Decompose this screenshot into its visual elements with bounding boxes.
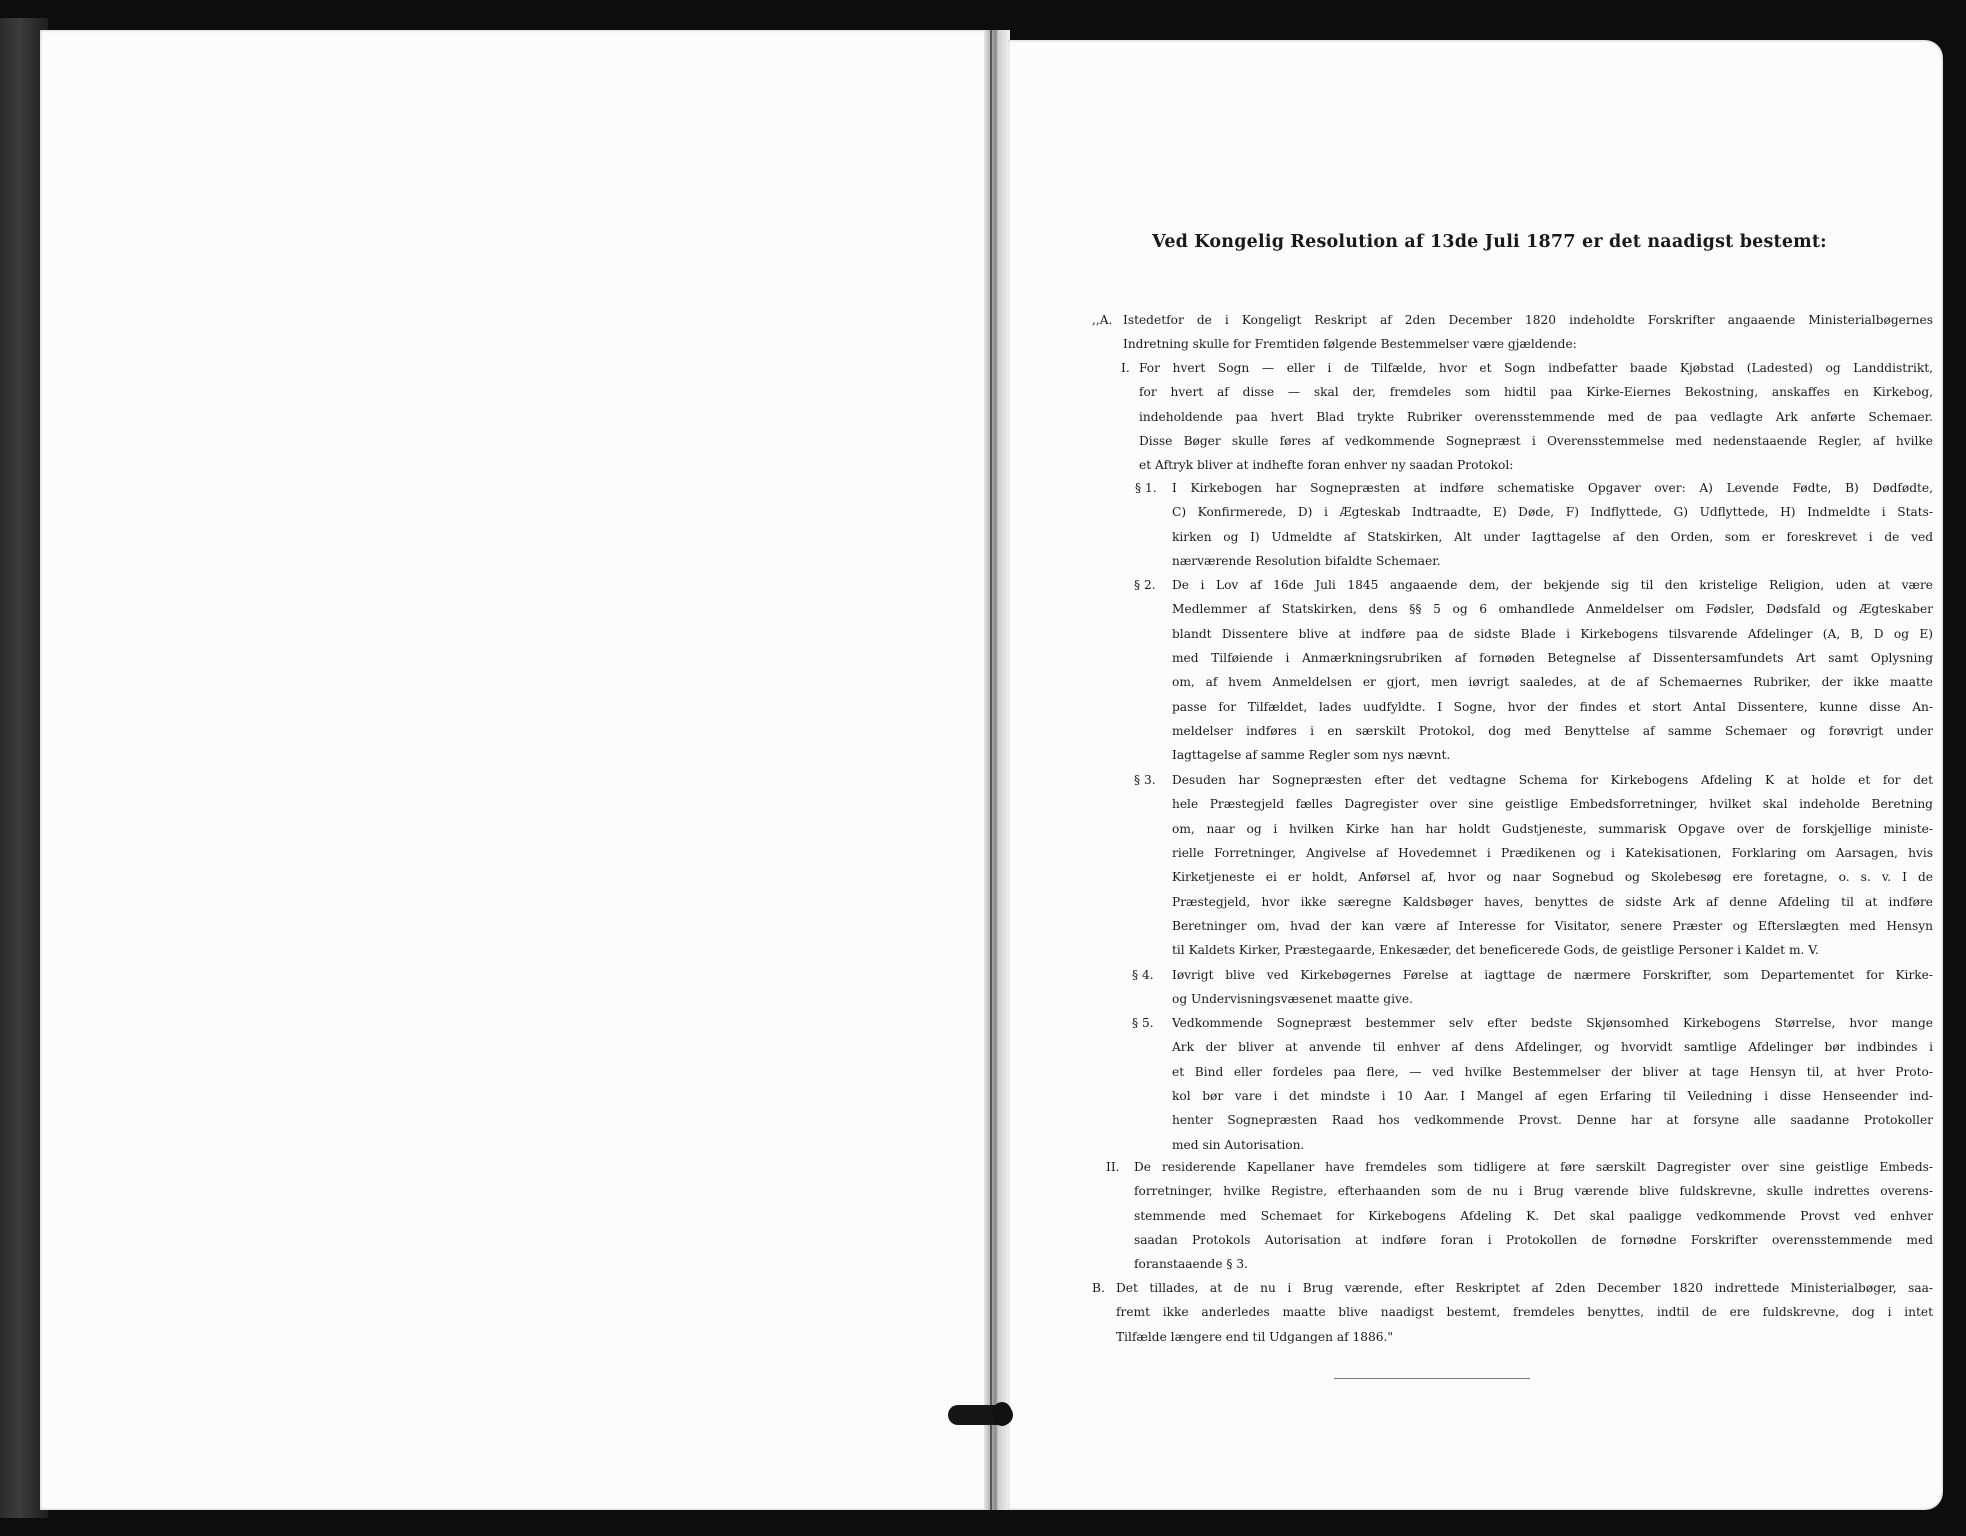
text-line: De residerende Kapellaner have fremdeles som tidligere at føre særskilt Dagregister over sine geistlige Embeds-: [1134, 1160, 1933, 1174]
text-line: henter Sognepræsten Raad hos vedkommende Provst. Denne har at forsyne alle saadanne Protokoller: [1172, 1113, 1933, 1128]
paragraph-label-i: I.: [1121, 361, 1130, 375]
text-line: Desuden har Sognepræsten efter det vedtagne Schema for Kirkebogens Afdeling K at holde et for det: [1172, 773, 1933, 787]
text-line: saadan Protokols Autorisation at indføre foran i Protokollen de fornødne Forskrifter overensstemmende med: [1134, 1232, 1933, 1247]
paragraph-label-p2: § 2.: [1134, 578, 1156, 592]
text-line: et Aftryk bliver at indhefte foran enhver ny saadan Protokol:: [1139, 458, 1514, 473]
paragraph-label-p3: § 3.: [1134, 773, 1156, 787]
text-line: fremt ikke anderledes maatte blive naadigst bestemt, fremdeles benyttes, indtil de ere fuldskrevne, dog i intet: [1116, 1305, 1933, 1320]
paragraph-label-a: ,,A.: [1092, 313, 1113, 327]
text-line: rielle Forretninger, Angivelse af Hovedemnet i Prædikenen og i Katekisationen, Forklaring om Aarsagen, hvis: [1172, 845, 1933, 860]
text-line: Indretning skulle for Fremtiden følgende Bestemmelser være gjældende:: [1123, 337, 1577, 352]
text-line: I Kirkebogen har Sognepræsten at indføre schematiske Opgaver over: A) Levende Fødte, B) Dødfødte,: [1172, 481, 1933, 495]
text-line: et Bind eller fordeles paa flere, — ved hvilke Bestemmelser der bliver at tage Hensyn til, at hver Proto-: [1172, 1064, 1933, 1079]
gutter-line: [990, 30, 992, 1510]
text-line: Disse Bøger skulle føres af vedkommende Sognepræst i Overensstemmelse med nedenstaaende Regler, af hvilke: [1139, 433, 1933, 448]
text-line: Ark der bliver at anvende til enhver af dens Afdelinger, og hvorvidt samtlige Afdelinger bør indbindes i: [1172, 1040, 1933, 1055]
paragraph-label-p4: § 4.: [1132, 968, 1154, 982]
paragraph-label-ii: II.: [1106, 1160, 1120, 1174]
text-line: kirken og I) Udmeldte af Statskirken, Alt under Iagttagelse af den Orden, som er foreskrevet i de ved: [1172, 529, 1933, 544]
right-page: [1008, 40, 1943, 1510]
resolution-heading: Ved Kongelig Resolution af 13de Juli 1877 er det naadigst bestemt:: [1152, 232, 1827, 252]
text-line: indeholdende paa hvert Blad trykte Rubriker overensstemmende med de paa vedlagte Ark anførte Schemaer.: [1139, 409, 1933, 424]
text-line: Det tillades, at de nu i Brug værende, efter Reskriptet af 2den December 1820 indrettede Ministerialbøger, saa-: [1116, 1281, 1933, 1295]
text-line: Kirketjeneste ei er holdt, Anførsel af, hvor og naar Sognebud og Skolebesøg ere foretagne, o. s. v. I de: [1172, 870, 1933, 885]
paragraph-label-p5: § 5.: [1132, 1016, 1154, 1030]
text-line: forretninger, hvilke Registre, efterhaanden som de nu i Brug værende blive fuldskrevne, skulle indrettes overens-: [1134, 1184, 1933, 1199]
text-line: for hvert af disse — skal der, fremdeles som hidtil paa Kirke-Eiernes Bekostning, anskaffes en Kirkebog,: [1139, 385, 1933, 400]
closing-rule: [1334, 1378, 1530, 1379]
resolution-text: [1008, 40, 1943, 1510]
paragraph-label-b: B.: [1092, 1281, 1105, 1295]
text-line: passe for Tilfældet, lades uudfyldte. I Sogne, hvor der findes et stort Antal Dissentere, kunne disse An-: [1172, 699, 1933, 714]
text-line: blandt Dissentere blive at indføre paa de sidste Blade i Kirkebogens tilsvarende Afdelinger (A, B, D og E): [1172, 626, 1933, 641]
text-line: C) Konfirmerede, D) i Ægteskab Indtraadte, E) Døde, F) Indflyttede, G) Udflyttede, H) Indmeldte i Stats-: [1172, 505, 1933, 520]
text-line: nærværende Resolution bifaldte Schemaer.: [1172, 553, 1441, 568]
text-line: Iagttagelse af samme Regler som nys nævnt.: [1172, 748, 1451, 763]
text-line: Istedetfor de i Kongeligt Reskript af 2den December 1820 indeholdte Forskrifter angaaende Ministerialbøgernes: [1123, 313, 1933, 327]
text-line: Iøvrigt blive ved Kirkebøgernes Førelse at iagttage de nærmere Forskrifter, som Departementet for Kirke-: [1172, 968, 1933, 982]
text-line: om, naar og i hvilken Kirke han har holdt Gudstjeneste, summarisk Opgave over de forskjellige ministe-: [1172, 821, 1933, 836]
bookmark-knot: [992, 1402, 1012, 1426]
text-line: kol bør vare i det mindste i 10 Aar. I Mangel af egen Erfaring til Veiledning i disse Henseender ind-: [1172, 1088, 1933, 1103]
text-line: med Tilføiende i Anmærkningsrubriken af fornøden Betegnelse af Dissentersamfundets Art samt Oplysning: [1172, 650, 1933, 665]
text-line: Tilfælde længere end til Udgangen af 1886.": [1116, 1329, 1393, 1344]
text-line: til Kaldets Kirker, Præstegaarde, Enkesæder, det beneficerede Gods, de geistlige Personer i Kaldet m. V.: [1172, 943, 1819, 958]
paragraph-label-p1: § 1.: [1135, 481, 1157, 495]
text-line: For hvert Sogn — eller i de Tilfælde, hvor et Sogn indbefatter baade Kjøbstad (Ladested) og Landdistrikt,: [1139, 361, 1933, 375]
text-line: med sin Autorisation.: [1172, 1137, 1305, 1152]
text-line: Medlemmer af Statskirken, dens §§ 5 og 6 omhandlede Anmeldelser om Fødsler, Dødsfald og Ægteskaber: [1172, 602, 1933, 617]
text-line: om, af hvem Anmeldelsen er gjort, men iøvrigt saaledes, at de af Schemaernes Rubriker, der ikke maatte: [1172, 675, 1933, 690]
text-line: meldelser indføres i en særskilt Protokol, dog med Benyttelse af samme Schemaer og forøvrigt under: [1172, 723, 1933, 738]
text-line: foranstaaende § 3.: [1134, 1257, 1249, 1272]
book-gutter: [984, 30, 1010, 1510]
text-line: De i Lov af 16de Juli 1845 angaaende dem, der bekjende sig til den kristelige Religion, uden at være: [1172, 578, 1933, 592]
text-line: og Undervisningsvæsenet maatte give.: [1172, 992, 1413, 1007]
text-line: stemmende med Schemaet for Kirkebogens Afdeling K. Det skal paaligge vedkommende Provst ved enhver: [1134, 1208, 1933, 1223]
left-page-blank: [40, 30, 987, 1510]
text-line: Beretninger om, hvad der kan være af Interesse for Visitator, senere Præster og Efterslægten med Hensyn: [1172, 918, 1933, 933]
text-line: Vedkommende Sognepræst bestemmer selv efter bedste Skjønsomhed Kirkebogens Størrelse, hvor mange: [1172, 1016, 1933, 1030]
text-line: Præstegjeld, hvor ikke særegne Kaldsbøger haves, benyttes de sidste Ark af denne Afdeling til at indføre: [1172, 894, 1933, 909]
text-line: hele Præstegjeld fælles Dagregister over sine geistlige Embedsforretninger, hvilket skal indeholde Beretning: [1172, 797, 1933, 812]
